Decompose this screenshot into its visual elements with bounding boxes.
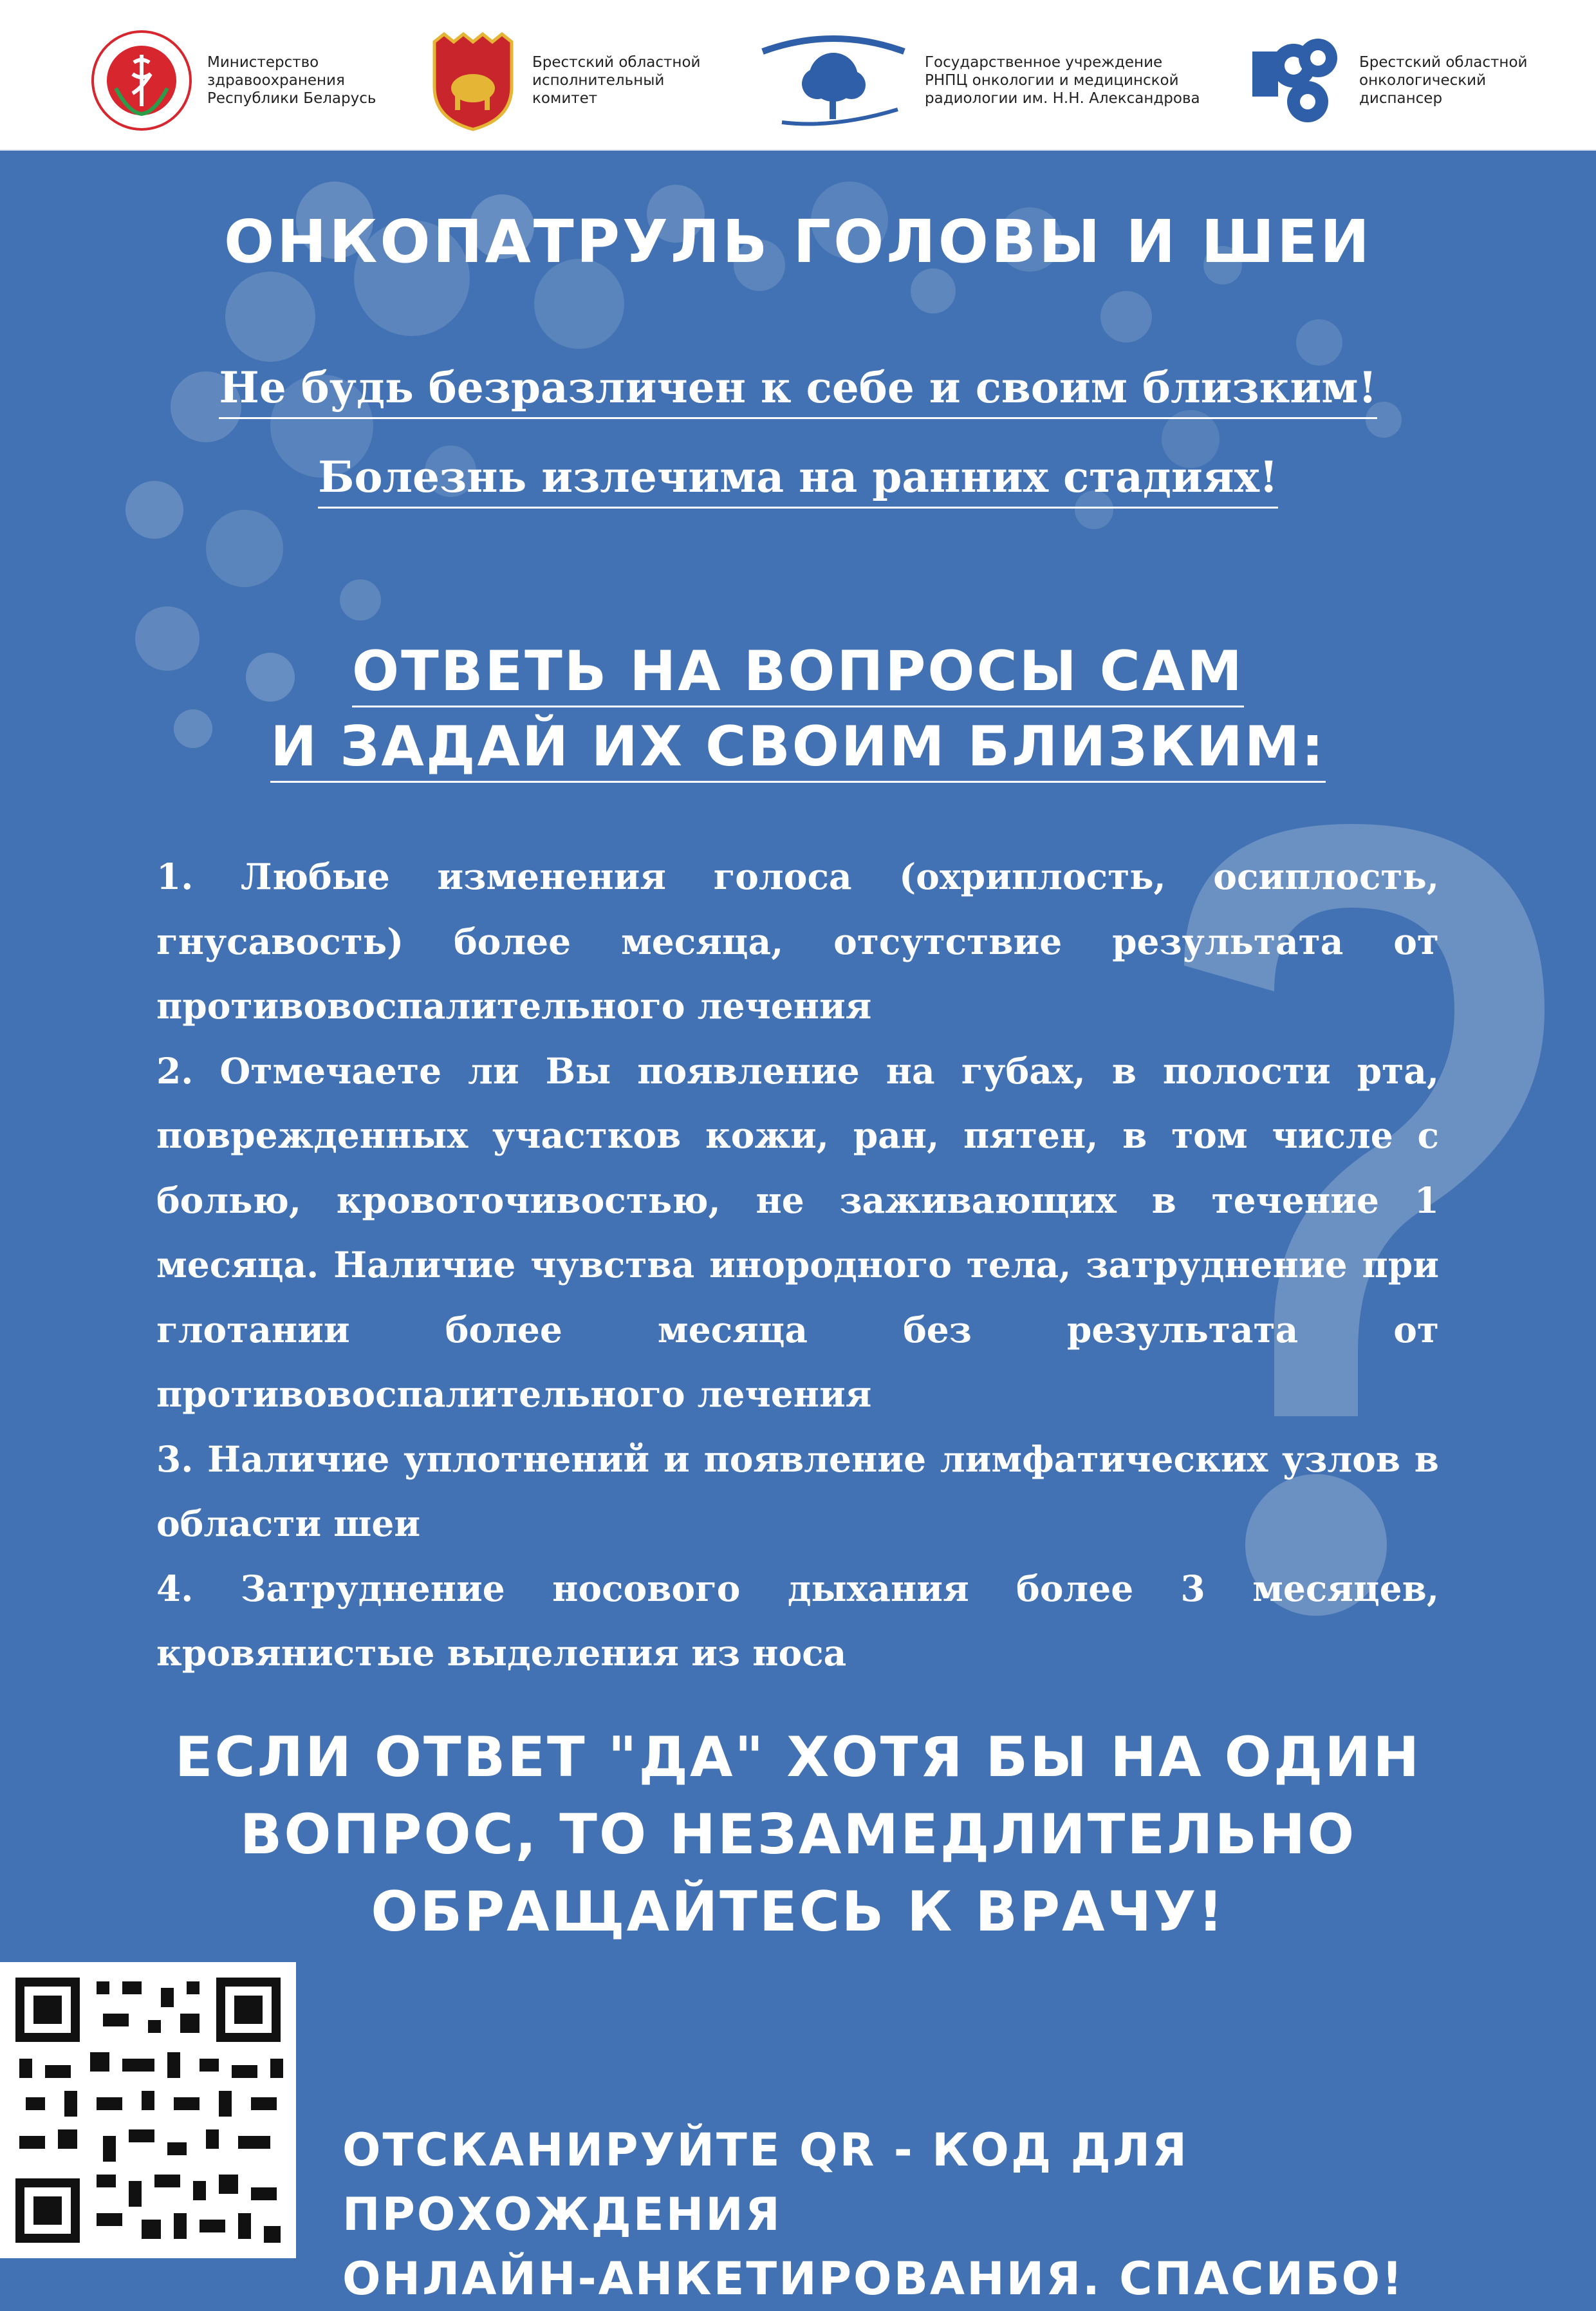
qr-caption-line-1: ОТСКАНИРУЙТЕ QR - КОД ДЛЯ ПРОХОЖДЕНИЯ — [342, 2124, 1189, 2241]
cta-line-1: ЕСЛИ ОТВЕТ "ДА" ХОТЯ БЫ НА ОДИН — [174, 1725, 1422, 1790]
org-bod — [1248, 32, 1527, 129]
call-to-action — [0, 1719, 1596, 1951]
page-title: ОНКОПАТРУЛЬ ГОЛОВЫ И ШЕИ — [224, 207, 1372, 276]
slogan-line-2: Болезнь излечима на ранних стадиях! — [318, 447, 1278, 509]
cta-line-3: ОБРАЩАЙТЕСЬ К ВРАЧУ! — [371, 1880, 1225, 1944]
slogan-line-1: Не будь безразличен к себе и своим близким! — [219, 358, 1377, 419]
ministry-health-emblem-icon — [90, 29, 193, 132]
qr-caption — [342, 2118, 1584, 2311]
org-rnpc — [756, 32, 1200, 129]
questions-heading — [0, 637, 1596, 788]
question-item-3: 3. Наличие уплотнений и появление лимфатических узлов в области шеи — [156, 1437, 1439, 1544]
org-oblispolkom — [428, 32, 700, 129]
tree-logo-icon — [756, 32, 911, 129]
questions-heading-line-2: И ЗАДАЙ ИХ СВОИМ БЛИЗКИМ: — [270, 713, 1325, 783]
org-bod-name: Брестский областной онкологический диспансер — [1359, 54, 1528, 107]
question-item-4: 4. Затруднение носового дыхания более 3 месяцев, кровянистые выделения из носа — [156, 1567, 1439, 1674]
question-item-1: 1. Любые изменения голоса (охриплость, осиплость, гнусавость) более месяца, отсутствие результата от противовоспалительного лечения — [156, 856, 1439, 1027]
questions-heading-line-1: ОТВЕТЬ НА ВОПРОСЫ САМ — [352, 637, 1244, 707]
header-bar — [0, 0, 1596, 151]
qr-code[interactable] — [0, 1962, 296, 2258]
org-ministry — [90, 32, 376, 129]
bod-logo-icon — [1248, 32, 1345, 129]
questions-list — [156, 845, 1439, 1686]
brest-coat-of-arms-icon — [428, 29, 518, 132]
org-rnpc-name: Государственное учреждение РНПЦ онкологии и медицинской радиологии им. Н.Н. Александрова — [925, 54, 1200, 107]
cta-line-2: ВОПРОС, ТО НЕЗАМЕДЛИТЕЛЬНО — [239, 1802, 1357, 1867]
org-oblispolkom-name: Брестский областной исполнительный комитет — [532, 54, 701, 107]
org-ministry-name: Министерство здравоохранения Республики Беларусь — [207, 54, 376, 107]
slogan — [0, 348, 1596, 527]
qr-caption-line-2: ОНЛАЙН-АНКЕТИРОВАНИЯ. СПАСИБО! — [342, 2252, 1404, 2305]
qr-code-icon — [0, 1962, 296, 2258]
question-item-2: 2. Отмечаете ли Вы появление на губах, в полости рта, поврежденных участков кожи, ран, пятен, в том числе с болью, кровоточивостью, не заживающих в течение 1 месяца. Наличие чувства инородного тела, затруднение при глотании более месяца без результата от противовоспалительного лечения — [156, 1049, 1439, 1415]
